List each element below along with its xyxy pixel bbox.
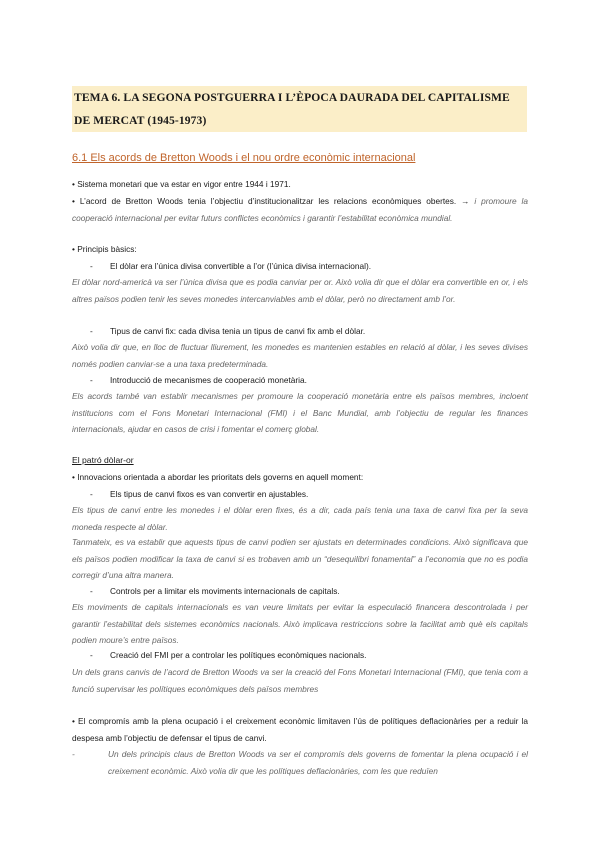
bullet-canvi-fix: - Tipus de canvi fix: cada divisa tenia un tipus de canvi fix amb el dòlar.	[90, 326, 366, 336]
title-line-1: TEMA 6. LA SEGONA POSTGUERRA I L’ÈPOCA DAURADA DEL CAPITALISME	[72, 86, 527, 109]
bullet-cooperacio-label: Introducció de mecanismes de cooperació monetària.	[110, 375, 307, 385]
bullet-compromis-explanation: - Un dels principis claus de Bretton Woods va ser el compromís dels governs de fomentar la plena ocupació i el creixement econòmic. Això volia dir que les polítiques deflacionàries, com les que reduïen	[92, 746, 528, 779]
bullet-canvi-fix-label: Tipus de canvi fix: cada divisa tenia un tipus de canvi fix amb el dòlar.	[110, 326, 366, 336]
bullet-canvi-fix-explanation: Això volia dir que, en lloc de fluctuar lliurement, les monedes es mantenien estables en relació al dòlar, i les seves divises només podien canviar-se a una taxa predeterminada.	[72, 342, 528, 369]
bullet-cooperacio: - Introducció de mecanismes de cooperació monetària.	[90, 375, 307, 385]
bullet-dolar: - El dòlar era l’única divisa convertible a l’or (l’única divisa internacional).	[90, 261, 372, 271]
sub-heading-patro: El patró dòlar-or	[72, 455, 134, 465]
bullet-ajustables-explanation-b: Tanmateix, es va establir que aquests tipus de canvi podien ser ajustats en determinades condicions. Això significava que els països podien modificar la taxa de canvi si es trobaven amb un “desequilibri fonamental” a l’economia que no es podia corregir d’una altra manera.	[72, 537, 528, 580]
bullet-fmi-label: Creació del FMI per a controlar les polítiques econòmiques nacionals.	[110, 650, 367, 660]
acord-text: • L’acord de Bretton Woods tenia l’objectiu d’institucionalitzar les relacions econòmiques obertes. →	[72, 196, 470, 206]
acord-italic-text: i promoure la cooperació internacional per evitar futurs conflictes econòmics i garantir l’estabilitat econòmica mundial.	[72, 196, 528, 223]
paragraph-acord	[72, 193, 528, 226]
title-line-2: DE MERCAT (1945-1973)	[72, 109, 527, 132]
paragraph-sistema: • Sistema monetari que va estar en vigor entre 1944 i 1971.	[72, 179, 291, 189]
bullet-dolar-explanation: El dòlar nord-americà va ser l’única divisa que es podia canviar per or. Això volia dir que el dòlar era convertible en or, i els altres països podien tenir les seves monedes intercanviables amb el dòlar, però no directament amb l’or.	[72, 277, 528, 304]
bullet-ajustables-label: Els tipus de canvi fixos es van convertir en ajustables.	[110, 489, 309, 499]
bullet-compromis-explanation-text: Un dels principis claus de Bretton Woods va ser el compromís dels governs de fomentar la plena ocupació i el creixement econòmic. Això volia dir que les polítiques deflacionàries, com les que reduïen	[108, 749, 528, 776]
page-title	[72, 86, 527, 132]
bullet-fmi: - Creació del FMI per a controlar les polítiques econòmiques nacionals.	[90, 650, 367, 660]
bullet-cooperacio-explanation: Els acords també van establir mecanismes per promoure la cooperació monetària entre els països membres, incloent institucions com el Fons Monetari Internacional (FMI) i el Banc Mundial, amb l’objectiu de regular les finances internacionals, ajudar en casos de crisi i fomentar el comerç global.	[72, 391, 528, 434]
bullet-controls: - Controls per a limitar els moviments internacionals de capitals.	[90, 586, 340, 596]
bullet-dolar-label: El dòlar era l’única divisa convertible a l’or (l’única divisa internacional).	[110, 261, 372, 271]
paragraph-innovacions: • Innovacions orientada a abordar les prioritats dels governs en aquell moment:	[72, 472, 364, 482]
bullet-controls-label: Controls per a limitar els moviments internacionals de capitals.	[110, 586, 340, 596]
bullet-ajustables-explanation-a: Els tipus de canvi entre les monedes i el dòlar eren fixes, és a dir, cada país tenia una taxa de canvi fixa per la seva moneda respecte al dòlar.	[72, 505, 528, 532]
bullet-controls-explanation: Els moviments de capitals internacionals es van veure limitats per evitar la especulació financera descontrolada i per garantir l’estabilitat dels sistemes econòmics nacionals. Això implicava restriccions sobre la facilitat amb què els capitals podien moure’s entre països.	[72, 602, 528, 645]
bullet-ajustables: - Els tipus de canvi fixos es van convertir en ajustables.	[90, 489, 309, 499]
section-heading: 6.1 Els acords de Bretton Woods i el nou ordre econòmic internacional	[72, 152, 416, 164]
paragraph-compromis: • El compromís amb la plena ocupació i el creixement econòmic limitaven l’ús de polítiques deflacionàries per a reduir la despesa amb l’objectiu de defensar el tipus de canvi.	[72, 716, 528, 743]
bullet-fmi-explanation: Un dels grans canvis de l’acord de Bretton Woods va ser la creació del Fons Monetari Internacional (FMI), que tenia com a funció supervisar les polítiques econòmiques dels països membres	[72, 667, 528, 694]
paragraph-principis: • Principis bàsics:	[72, 244, 137, 254]
